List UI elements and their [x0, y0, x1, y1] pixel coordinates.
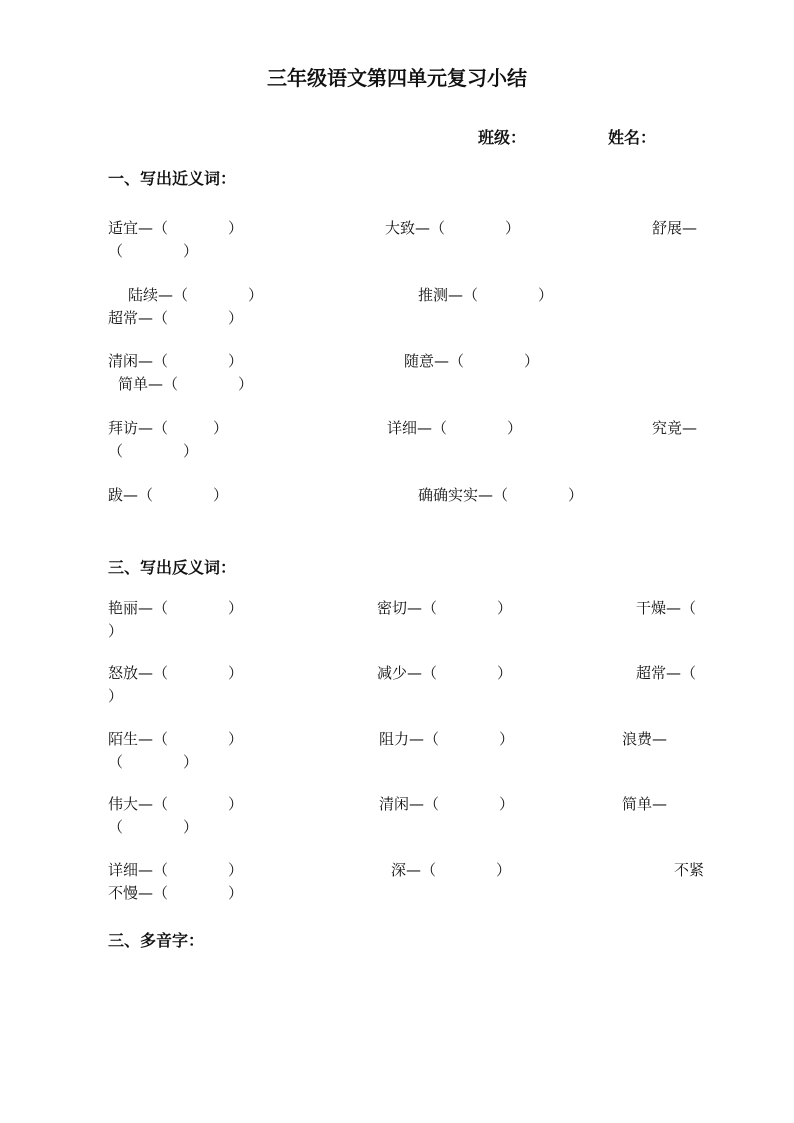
antonym-item: （ ） — [108, 753, 199, 771]
synonym-item: 跋—（ ） — [108, 486, 229, 504]
antonym-item: 干燥—（ — [636, 599, 697, 617]
synonym-item: 究竟— — [652, 419, 698, 437]
antonym-item: 深—（ ） — [391, 861, 512, 879]
synonym-item: 拜访—（ ） — [108, 419, 229, 437]
synonym-item: 清闲—（ ） — [108, 352, 244, 370]
synonym-item: 随意—（ ） — [404, 352, 540, 370]
antonym-item: 详细—（ ） — [108, 861, 244, 879]
name-label: 姓名： — [608, 128, 657, 147]
class-label: 班级： — [478, 128, 527, 147]
antonym-item: 怒放—（ ） — [108, 664, 244, 682]
antonym-item: 减少—（ ） — [377, 664, 513, 682]
synonym-item: 简单—（ ） — [118, 375, 254, 393]
antonym-item: （ ） — [108, 818, 199, 836]
synonym-item: （ ） — [108, 242, 199, 260]
synonym-item: 适宜—（ ） — [108, 219, 244, 237]
antonym-item: 艳丽—（ ） — [108, 599, 244, 617]
synonym-item: 大致—（ ） — [385, 219, 521, 237]
synonym-item: 舒展— — [652, 219, 698, 237]
antonym-item: ） — [108, 687, 124, 705]
synonym-item: 陆续—（ ） — [128, 286, 264, 304]
antonym-item: 不慢—（ ） — [108, 884, 244, 902]
antonym-item: 清闲—（ ） — [379, 795, 515, 813]
synonym-item: 详细—（ ） — [387, 419, 523, 437]
antonym-item: 陌生—（ ） — [108, 730, 244, 748]
synonym-item: 确确实实—（ ） — [418, 486, 584, 504]
antonym-item: 密切—（ ） — [377, 599, 513, 617]
antonym-item: ） — [108, 622, 124, 640]
antonym-item: 不紧 — [674, 861, 705, 879]
antonym-item: 简单— — [622, 795, 668, 813]
antonym-item: 浪费— — [622, 730, 668, 748]
section-antonyms-heading: 三、写出反义词： — [108, 558, 237, 577]
synonym-item: 推测—（ ） — [418, 286, 554, 304]
page-title: 三年级语文第四单元复习小结 — [267, 66, 527, 90]
antonym-item: 伟大—（ ） — [108, 795, 244, 813]
antonym-item: 阻力—（ ） — [379, 730, 515, 748]
section-polyphones-heading: 三、多音字： — [108, 931, 205, 950]
synonym-item: 超常—（ ） — [108, 309, 244, 327]
section-synonyms-heading: 一、写出近义词： — [108, 169, 237, 188]
synonym-item: （ ） — [108, 442, 199, 460]
antonym-item: 超常—（ — [636, 664, 697, 682]
